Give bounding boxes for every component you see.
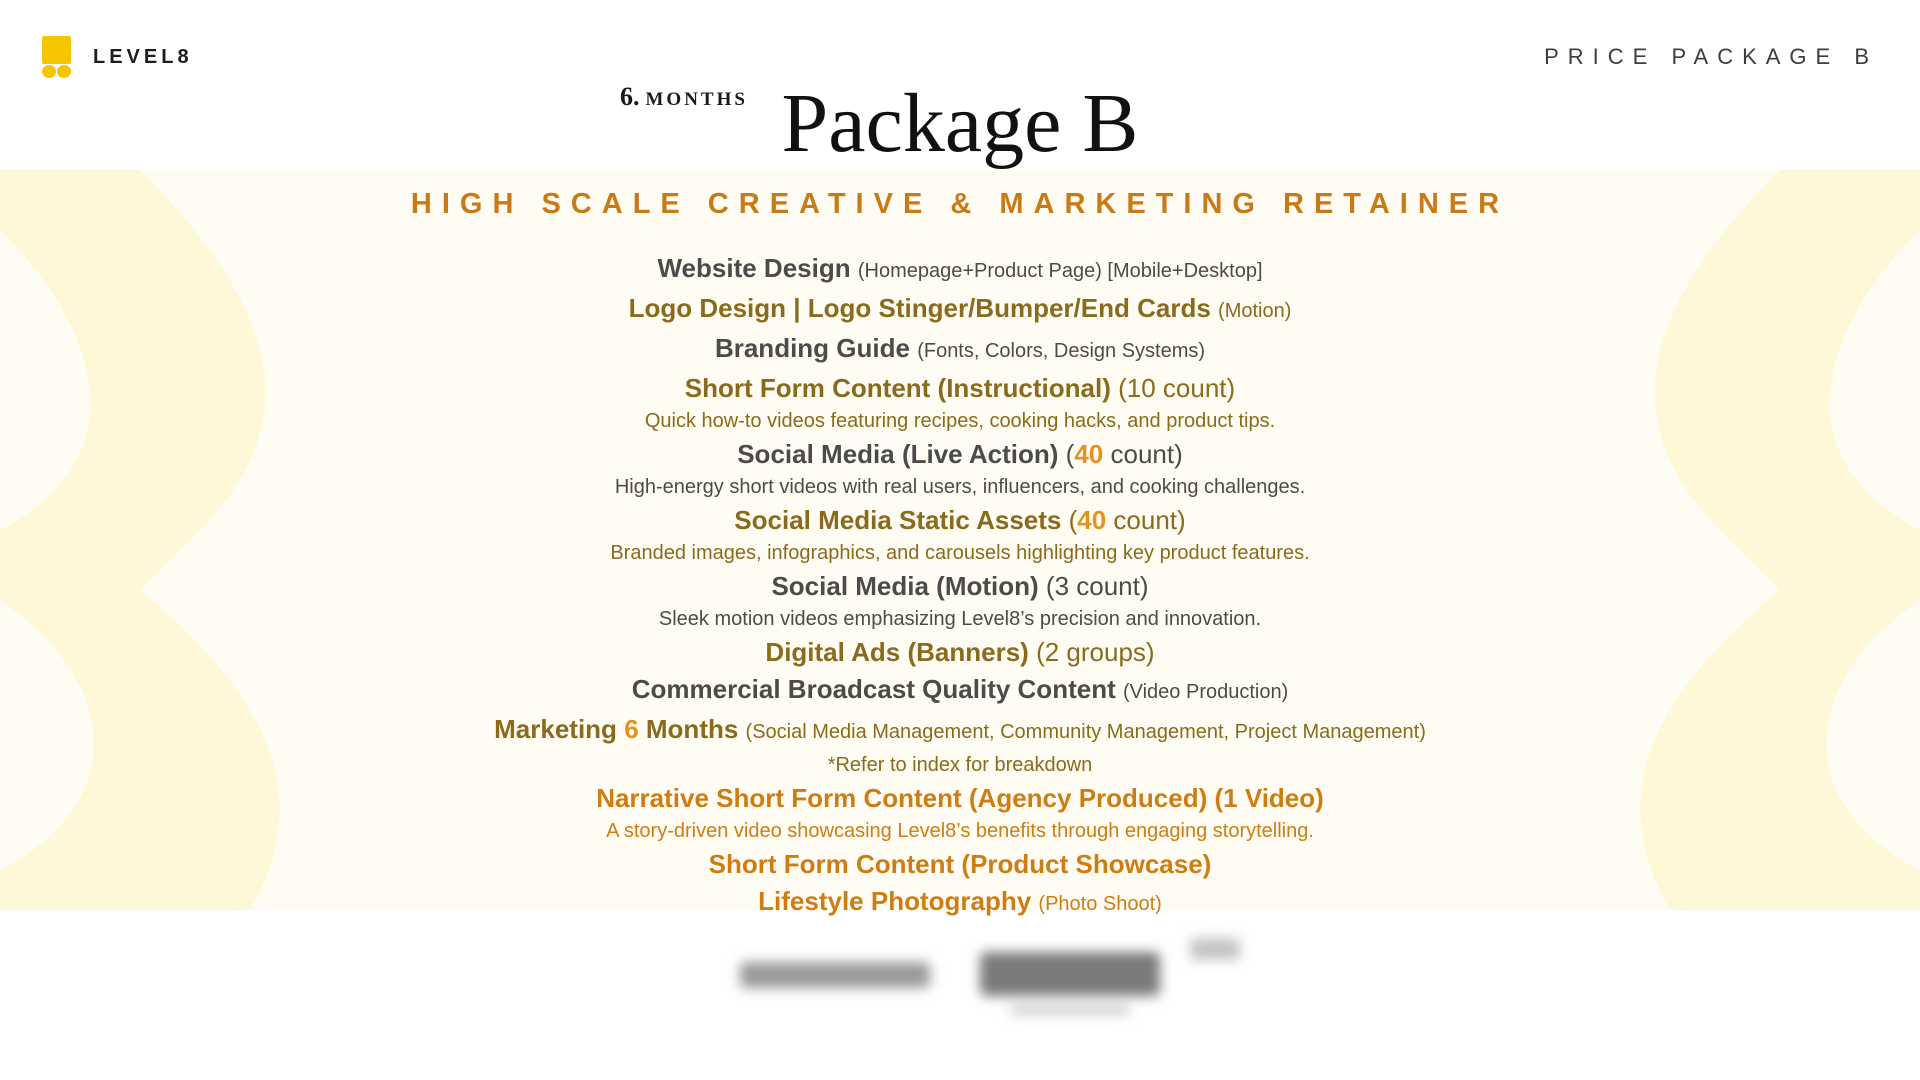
brand-logo	[42, 36, 193, 78]
blurred-partner-logos	[720, 920, 1260, 1030]
list-item: Lifestyle Photography (Photo Shoot)	[758, 886, 1162, 916]
duration-unit: MONTHS	[645, 89, 748, 110]
list-item: Narrative Short Form Content (Agency Produced) (1 Video)	[596, 783, 1324, 813]
page-title: Package B	[781, 77, 1139, 170]
list-item: Short Form Content (Instructional) (10 count)	[684, 373, 1236, 403]
list-item: Marketing 6 Months (Social Media Management, Community Management, Project Management)	[494, 714, 1426, 744]
page-subtitle: HIGH SCALE CREATIVE & MARKETING RETAINER	[410, 188, 1510, 220]
list-item: Commercial Broadcast Quality Content (Video Production)	[631, 674, 1289, 704]
list-item: Short Form Content (Product Showcase)	[708, 849, 1212, 879]
list-item: Social Media (Live Action) (40 count)	[737, 439, 1183, 469]
list-item: Social Media (Motion) (3 count)	[771, 571, 1149, 601]
item-description: *Refer to index for breakdown	[827, 754, 1093, 776]
list-item: Logo Design | Logo Stinger/Bumper/End Cards (Motion)	[628, 293, 1292, 323]
brand-name: LEVEL8	[93, 45, 193, 68]
item-description: A story-driven video showcasing Level8’s benefits through engaging storytelling.	[606, 820, 1314, 842]
corner-title: PRICE PACKAGE B	[1544, 44, 1878, 69]
package-items-list	[200, 250, 1720, 923]
list-item: Branding Guide (Fonts, Colors, Design Systems)	[714, 333, 1206, 363]
list-item: Digital Ads (Banners) (2 groups)	[765, 637, 1155, 667]
list-item: Website Design (Homepage+Product Page) [Mobile+Desktop]	[657, 253, 1263, 283]
item-description: Branded images, infographics, and carousels highlighting key product features.	[610, 542, 1310, 564]
item-description: High-energy short videos with real users, influencers, and cooking challenges.	[614, 476, 1306, 498]
item-description: Quick how-to videos featuring recipes, cooking hacks, and product tips.	[644, 410, 1276, 432]
level8-logo-icon	[42, 36, 71, 78]
list-item: Social Media Static Assets (40 count)	[734, 505, 1186, 535]
duration-number: 6.	[620, 82, 640, 111]
item-description: Sleek motion videos emphasizing Level8’s precision and innovation.	[658, 608, 1262, 630]
